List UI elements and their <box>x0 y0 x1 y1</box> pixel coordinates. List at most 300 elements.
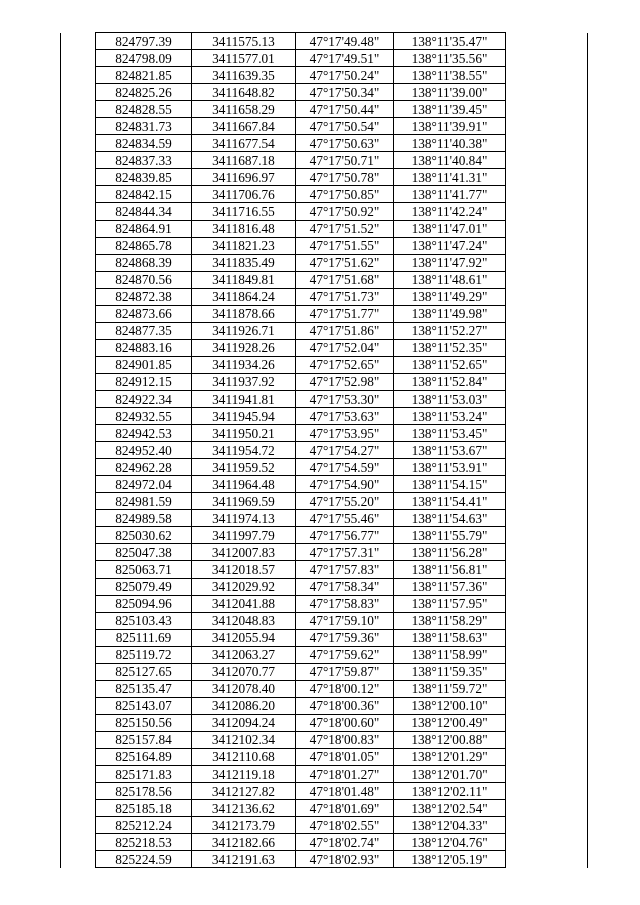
blank-index-cell <box>61 271 96 288</box>
longitude-cell: 138°12'04.76" <box>394 834 506 851</box>
latitude-cell: 47°17'54.27" <box>296 442 394 459</box>
northing-cell: 3412136.62 <box>192 800 296 817</box>
blank-note-cell <box>506 186 588 203</box>
blank-note-cell <box>506 544 588 561</box>
blank-note-cell <box>506 697 588 714</box>
longitude-cell: 138°11'47.24" <box>394 237 506 254</box>
blank-index-cell <box>61 50 96 67</box>
easting-cell: 824864.91 <box>96 220 192 237</box>
blank-index-cell <box>61 697 96 714</box>
longitude-cell: 138°11'55.79" <box>394 527 506 544</box>
easting-cell: 824821.85 <box>96 67 192 84</box>
northing-cell: 3411667.84 <box>192 118 296 135</box>
blank-index-cell <box>61 305 96 322</box>
latitude-cell: 47°17'54.90" <box>296 476 394 493</box>
blank-note-cell <box>506 50 588 67</box>
blank-index-cell <box>61 476 96 493</box>
table-row <box>61 680 588 697</box>
longitude-cell: 138°11'52.35" <box>394 339 506 356</box>
longitude-cell: 138°11'56.28" <box>394 544 506 561</box>
table-row <box>61 459 588 476</box>
northing-cell: 3411677.54 <box>192 135 296 152</box>
longitude-cell: 138°12'02.54" <box>394 800 506 817</box>
latitude-cell: 47°17'53.95" <box>296 425 394 442</box>
longitude-cell: 138°12'00.88" <box>394 731 506 748</box>
blank-note-cell <box>506 390 588 407</box>
longitude-cell: 138°11'39.00" <box>394 84 506 101</box>
blank-note-cell <box>506 220 588 237</box>
blank-index-cell <box>61 714 96 731</box>
coordinate-table-body <box>61 33 588 868</box>
latitude-cell: 47°17'56.77" <box>296 527 394 544</box>
blank-note-cell <box>506 322 588 339</box>
longitude-cell: 138°11'59.35" <box>394 663 506 680</box>
northing-cell: 3411687.18 <box>192 152 296 169</box>
latitude-cell: 47°17'50.34" <box>296 84 394 101</box>
latitude-cell: 47°17'52.65" <box>296 356 394 373</box>
table-row <box>61 373 588 390</box>
longitude-cell: 138°11'35.47" <box>394 33 506 50</box>
northing-cell: 3412094.24 <box>192 714 296 731</box>
easting-cell: 824962.28 <box>96 459 192 476</box>
longitude-cell: 138°11'53.24" <box>394 408 506 425</box>
easting-cell: 825171.83 <box>96 766 192 783</box>
northing-cell: 3411716.55 <box>192 203 296 220</box>
longitude-cell: 138°11'59.72" <box>394 680 506 697</box>
longitude-cell: 138°11'58.63" <box>394 629 506 646</box>
longitude-cell: 138°11'39.45" <box>394 101 506 118</box>
table-row <box>61 237 588 254</box>
latitude-cell: 47°17'51.62" <box>296 254 394 271</box>
latitude-cell: 47°17'50.54" <box>296 118 394 135</box>
table-row <box>61 101 588 118</box>
blank-note-cell <box>506 101 588 118</box>
easting-cell: 824877.35 <box>96 322 192 339</box>
latitude-cell: 47°17'55.20" <box>296 493 394 510</box>
table-row <box>61 254 588 271</box>
blank-note-cell <box>506 459 588 476</box>
easting-cell: 825157.84 <box>96 731 192 748</box>
table-row <box>61 135 588 152</box>
longitude-cell: 138°11'57.95" <box>394 595 506 612</box>
blank-note-cell <box>506 356 588 373</box>
northing-cell: 3411974.13 <box>192 510 296 527</box>
longitude-cell: 138°11'47.92" <box>394 254 506 271</box>
northing-cell: 3411878.66 <box>192 305 296 322</box>
longitude-cell: 138°11'54.15" <box>394 476 506 493</box>
latitude-cell: 47°18'00.60" <box>296 714 394 731</box>
easting-cell: 825178.56 <box>96 783 192 800</box>
longitude-cell: 138°12'02.11" <box>394 783 506 800</box>
northing-cell: 3412191.63 <box>192 851 296 868</box>
easting-cell: 825079.49 <box>96 578 192 595</box>
northing-cell: 3411926.71 <box>192 322 296 339</box>
table-row <box>61 152 588 169</box>
latitude-cell: 47°17'50.63" <box>296 135 394 152</box>
blank-note-cell <box>506 527 588 544</box>
blank-note-cell <box>506 766 588 783</box>
table-row <box>61 288 588 305</box>
northing-cell: 3411706.76 <box>192 186 296 203</box>
table-row <box>61 663 588 680</box>
longitude-cell: 138°11'58.99" <box>394 646 506 663</box>
blank-index-cell <box>61 425 96 442</box>
table-row <box>61 271 588 288</box>
easting-cell: 824922.34 <box>96 390 192 407</box>
latitude-cell: 47°17'58.34" <box>296 578 394 595</box>
longitude-cell: 138°11'35.56" <box>394 50 506 67</box>
longitude-cell: 138°11'56.81" <box>394 561 506 578</box>
easting-cell: 824873.66 <box>96 305 192 322</box>
easting-cell: 825119.72 <box>96 646 192 663</box>
table-row <box>61 834 588 851</box>
blank-note-cell <box>506 612 588 629</box>
longitude-cell: 138°11'53.91" <box>394 459 506 476</box>
blank-index-cell <box>61 766 96 783</box>
table-row <box>61 169 588 186</box>
blank-index-cell <box>61 356 96 373</box>
northing-cell: 3412041.88 <box>192 595 296 612</box>
blank-index-cell <box>61 783 96 800</box>
latitude-cell: 47°17'51.73" <box>296 288 394 305</box>
latitude-cell: 47°18'02.55" <box>296 817 394 834</box>
northing-cell: 3411648.82 <box>192 84 296 101</box>
longitude-cell: 138°11'53.45" <box>394 425 506 442</box>
blank-index-cell <box>61 152 96 169</box>
longitude-cell: 138°12'00.10" <box>394 697 506 714</box>
table-row <box>61 748 588 765</box>
blank-index-cell <box>61 67 96 84</box>
latitude-cell: 47°17'51.68" <box>296 271 394 288</box>
latitude-cell: 47°18'02.93" <box>296 851 394 868</box>
northing-cell: 3412173.79 <box>192 817 296 834</box>
latitude-cell: 47°17'50.71" <box>296 152 394 169</box>
table-row <box>61 408 588 425</box>
northing-cell: 3411577.01 <box>192 50 296 67</box>
northing-cell: 3412070.77 <box>192 663 296 680</box>
blank-index-cell <box>61 203 96 220</box>
longitude-cell: 138°11'58.29" <box>394 612 506 629</box>
blank-index-cell <box>61 527 96 544</box>
northing-cell: 3411954.72 <box>192 442 296 459</box>
table-row <box>61 442 588 459</box>
table-row <box>61 425 588 442</box>
table-row <box>61 203 588 220</box>
latitude-cell: 47°18'01.48" <box>296 783 394 800</box>
easting-cell: 824989.58 <box>96 510 192 527</box>
easting-cell: 825143.07 <box>96 697 192 714</box>
table-row <box>61 783 588 800</box>
northing-cell: 3412127.82 <box>192 783 296 800</box>
longitude-cell: 138°12'04.33" <box>394 817 506 834</box>
longitude-cell: 138°11'42.24" <box>394 203 506 220</box>
longitude-cell: 138°12'00.49" <box>394 714 506 731</box>
longitude-cell: 138°11'49.98" <box>394 305 506 322</box>
northing-cell: 3411964.48 <box>192 476 296 493</box>
easting-cell: 824828.55 <box>96 101 192 118</box>
blank-note-cell <box>506 203 588 220</box>
easting-cell: 824837.33 <box>96 152 192 169</box>
blank-note-cell <box>506 425 588 442</box>
blank-index-cell <box>61 612 96 629</box>
blank-index-cell <box>61 237 96 254</box>
blank-note-cell <box>506 288 588 305</box>
northing-cell: 3411997.79 <box>192 527 296 544</box>
blank-index-cell <box>61 646 96 663</box>
blank-note-cell <box>506 169 588 186</box>
blank-note-cell <box>506 493 588 510</box>
table-row <box>61 476 588 493</box>
easting-cell: 824844.34 <box>96 203 192 220</box>
blank-index-cell <box>61 800 96 817</box>
northing-cell: 3411835.49 <box>192 254 296 271</box>
table-row <box>61 731 588 748</box>
blank-index-cell <box>61 851 96 868</box>
blank-index-cell <box>61 135 96 152</box>
table-row <box>61 561 588 578</box>
easting-cell: 824797.39 <box>96 33 192 50</box>
easting-cell: 824834.59 <box>96 135 192 152</box>
northing-cell: 3411934.26 <box>192 356 296 373</box>
blank-note-cell <box>506 271 588 288</box>
blank-note-cell <box>506 305 588 322</box>
table-row <box>61 67 588 84</box>
blank-index-cell <box>61 373 96 390</box>
easting-cell: 825030.62 <box>96 527 192 544</box>
table-row <box>61 629 588 646</box>
northing-cell: 3412029.92 <box>192 578 296 595</box>
blank-index-cell <box>61 186 96 203</box>
northing-cell: 3412110.68 <box>192 748 296 765</box>
longitude-cell: 138°12'01.29" <box>394 748 506 765</box>
northing-cell: 3411849.81 <box>192 271 296 288</box>
easting-cell: 824912.15 <box>96 373 192 390</box>
northing-cell: 3412018.57 <box>192 561 296 578</box>
easting-cell: 824839.85 <box>96 169 192 186</box>
longitude-cell: 138°11'41.31" <box>394 169 506 186</box>
easting-cell: 825135.47 <box>96 680 192 697</box>
blank-index-cell <box>61 629 96 646</box>
northing-cell: 3411639.35 <box>192 67 296 84</box>
easting-cell: 825094.96 <box>96 595 192 612</box>
latitude-cell: 47°17'53.63" <box>296 408 394 425</box>
longitude-cell: 138°11'41.77" <box>394 186 506 203</box>
easting-cell: 824883.16 <box>96 339 192 356</box>
blank-index-cell <box>61 834 96 851</box>
blank-note-cell <box>506 339 588 356</box>
northing-cell: 3412007.83 <box>192 544 296 561</box>
blank-index-cell <box>61 578 96 595</box>
blank-note-cell <box>506 135 588 152</box>
blank-note-cell <box>506 442 588 459</box>
longitude-cell: 138°12'01.70" <box>394 766 506 783</box>
table-row <box>61 766 588 783</box>
table-row <box>61 595 588 612</box>
blank-note-cell <box>506 834 588 851</box>
blank-index-cell <box>61 33 96 50</box>
longitude-cell: 138°11'49.29" <box>394 288 506 305</box>
blank-note-cell <box>506 748 588 765</box>
latitude-cell: 47°17'59.36" <box>296 629 394 646</box>
blank-index-cell <box>61 220 96 237</box>
easting-cell: 824981.59 <box>96 493 192 510</box>
longitude-cell: 138°11'53.67" <box>394 442 506 459</box>
table-row <box>61 339 588 356</box>
table-row <box>61 84 588 101</box>
northing-cell: 3411969.59 <box>192 493 296 510</box>
northing-cell: 3411941.81 <box>192 390 296 407</box>
blank-note-cell <box>506 800 588 817</box>
blank-index-cell <box>61 442 96 459</box>
easting-cell: 825127.65 <box>96 663 192 680</box>
blank-note-cell <box>506 629 588 646</box>
blank-index-cell <box>61 84 96 101</box>
blank-index-cell <box>61 561 96 578</box>
blank-note-cell <box>506 646 588 663</box>
northing-cell: 3412055.94 <box>192 629 296 646</box>
longitude-cell: 138°11'57.36" <box>394 578 506 595</box>
table-row <box>61 510 588 527</box>
latitude-cell: 47°18'02.74" <box>296 834 394 851</box>
latitude-cell: 47°17'50.78" <box>296 169 394 186</box>
blank-note-cell <box>506 254 588 271</box>
easting-cell: 825047.38 <box>96 544 192 561</box>
longitude-cell: 138°11'52.65" <box>394 356 506 373</box>
northing-cell: 3412048.83 <box>192 612 296 629</box>
blank-index-cell <box>61 748 96 765</box>
blank-note-cell <box>506 680 588 697</box>
latitude-cell: 47°17'50.92" <box>296 203 394 220</box>
latitude-cell: 47°17'55.46" <box>296 510 394 527</box>
easting-cell: 824825.26 <box>96 84 192 101</box>
blank-index-cell <box>61 459 96 476</box>
table-row <box>61 527 588 544</box>
latitude-cell: 47°17'51.86" <box>296 322 394 339</box>
longitude-cell: 138°11'47.01" <box>394 220 506 237</box>
latitude-cell: 47°18'00.83" <box>296 731 394 748</box>
blank-index-cell <box>61 731 96 748</box>
blank-index-cell <box>61 493 96 510</box>
easting-cell: 824901.85 <box>96 356 192 373</box>
blank-note-cell <box>506 237 588 254</box>
longitude-cell: 138°11'38.55" <box>394 67 506 84</box>
northing-cell: 3412078.40 <box>192 680 296 697</box>
longitude-cell: 138°11'40.38" <box>394 135 506 152</box>
blank-note-cell <box>506 152 588 169</box>
easting-cell: 825224.59 <box>96 851 192 868</box>
blank-index-cell <box>61 663 96 680</box>
easting-cell: 824932.55 <box>96 408 192 425</box>
northing-cell: 3412119.18 <box>192 766 296 783</box>
northing-cell: 3411821.23 <box>192 237 296 254</box>
northing-cell: 3411816.48 <box>192 220 296 237</box>
latitude-cell: 47°17'52.98" <box>296 373 394 390</box>
easting-cell: 824868.39 <box>96 254 192 271</box>
blank-index-cell <box>61 390 96 407</box>
latitude-cell: 47°17'51.52" <box>296 220 394 237</box>
blank-note-cell <box>506 373 588 390</box>
longitude-cell: 138°11'48.61" <box>394 271 506 288</box>
easting-cell: 825150.56 <box>96 714 192 731</box>
latitude-cell: 47°18'00.12" <box>296 680 394 697</box>
northing-cell: 3411945.94 <box>192 408 296 425</box>
easting-cell: 825164.89 <box>96 748 192 765</box>
easting-cell: 824842.15 <box>96 186 192 203</box>
latitude-cell: 47°17'59.10" <box>296 612 394 629</box>
table-row <box>61 800 588 817</box>
northing-cell: 3412102.34 <box>192 731 296 748</box>
blank-note-cell <box>506 714 588 731</box>
table-row <box>61 578 588 595</box>
blank-note-cell <box>506 561 588 578</box>
blank-index-cell <box>61 322 96 339</box>
table-row <box>61 714 588 731</box>
blank-note-cell <box>506 783 588 800</box>
northing-cell: 3412063.27 <box>192 646 296 663</box>
northing-cell: 3411937.92 <box>192 373 296 390</box>
latitude-cell: 47°17'49.51" <box>296 50 394 67</box>
blank-note-cell <box>506 595 588 612</box>
latitude-cell: 47°18'01.05" <box>296 748 394 765</box>
blank-index-cell <box>61 118 96 135</box>
longitude-cell: 138°11'39.91" <box>394 118 506 135</box>
table-row <box>61 697 588 714</box>
table-row <box>61 817 588 834</box>
latitude-cell: 47°17'57.31" <box>296 544 394 561</box>
blank-note-cell <box>506 731 588 748</box>
blank-note-cell <box>506 33 588 50</box>
blank-index-cell <box>61 680 96 697</box>
easting-cell: 824870.56 <box>96 271 192 288</box>
blank-index-cell <box>61 254 96 271</box>
northing-cell: 3411950.21 <box>192 425 296 442</box>
easting-cell: 825218.53 <box>96 834 192 851</box>
easting-cell: 825185.18 <box>96 800 192 817</box>
table-row <box>61 851 588 868</box>
longitude-cell: 138°11'54.63" <box>394 510 506 527</box>
table-row <box>61 50 588 67</box>
longitude-cell: 138°11'53.03" <box>394 390 506 407</box>
blank-index-cell <box>61 288 96 305</box>
table-row <box>61 612 588 629</box>
blank-note-cell <box>506 663 588 680</box>
easting-cell: 824865.78 <box>96 237 192 254</box>
blank-index-cell <box>61 101 96 118</box>
easting-cell: 824831.73 <box>96 118 192 135</box>
northing-cell: 3412182.66 <box>192 834 296 851</box>
latitude-cell: 47°17'50.24" <box>296 67 394 84</box>
table-row <box>61 356 588 373</box>
northing-cell: 3411959.52 <box>192 459 296 476</box>
table-row <box>61 544 588 561</box>
blank-index-cell <box>61 169 96 186</box>
blank-note-cell <box>506 84 588 101</box>
easting-cell: 824952.40 <box>96 442 192 459</box>
latitude-cell: 47°17'57.83" <box>296 561 394 578</box>
blank-index-cell <box>61 510 96 527</box>
blank-note-cell <box>506 817 588 834</box>
table-row <box>61 390 588 407</box>
table-row <box>61 322 588 339</box>
blank-index-cell <box>61 408 96 425</box>
latitude-cell: 47°17'59.62" <box>296 646 394 663</box>
latitude-cell: 47°17'52.04" <box>296 339 394 356</box>
easting-cell: 824798.09 <box>96 50 192 67</box>
easting-cell: 824942.53 <box>96 425 192 442</box>
blank-note-cell <box>506 510 588 527</box>
longitude-cell: 138°11'52.27" <box>394 322 506 339</box>
blank-note-cell <box>506 408 588 425</box>
